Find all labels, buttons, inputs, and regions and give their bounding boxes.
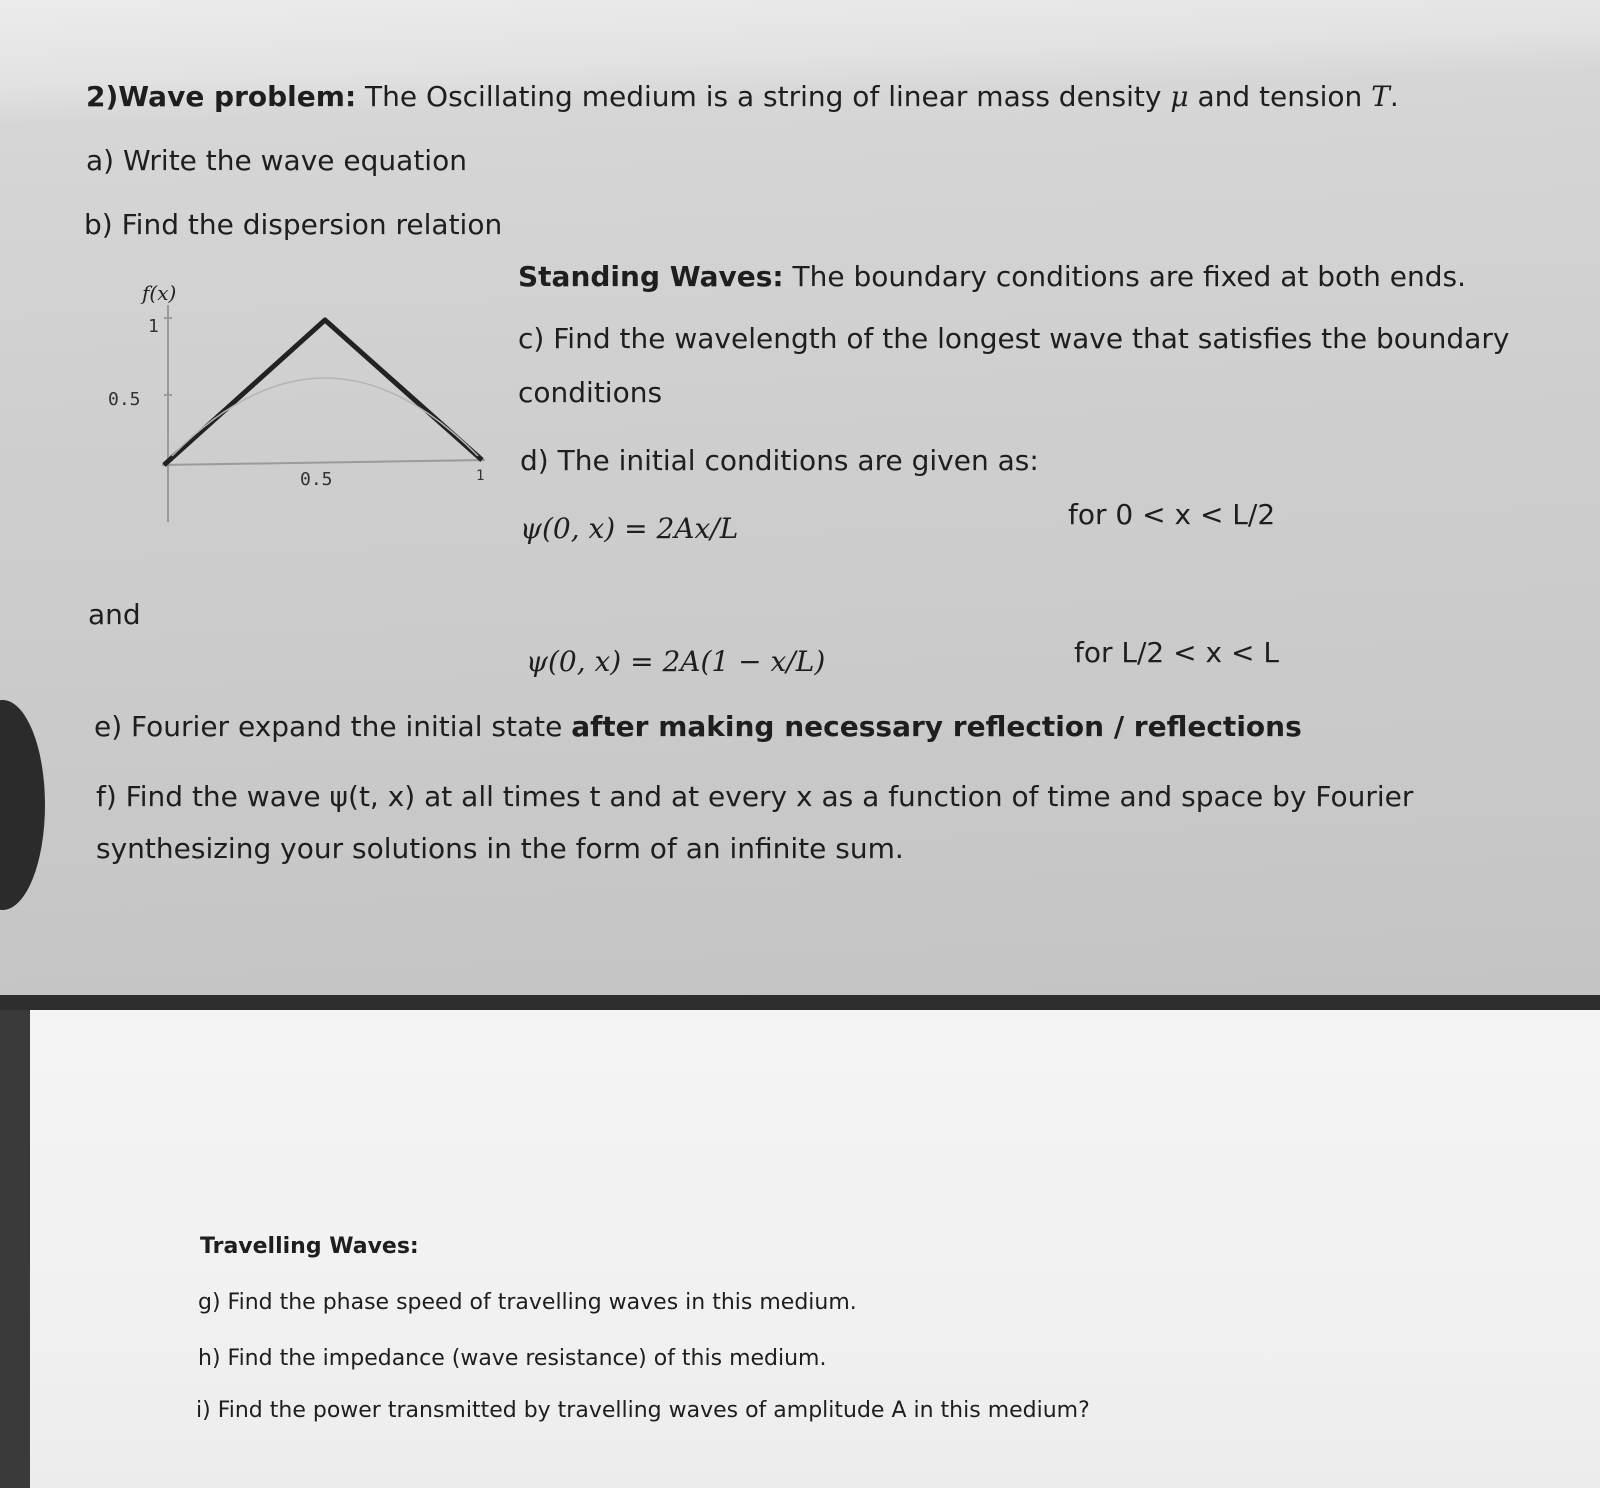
problem-title-bold: Wave problem: bbox=[118, 80, 357, 113]
part-g: g) Find the phase speed of travelling waves in this medium. bbox=[198, 1290, 857, 1315]
plot-ytick-1: 1 bbox=[148, 316, 159, 337]
part-c-line2: conditions bbox=[518, 376, 663, 409]
part-d: d) The initial conditions are given as: bbox=[520, 444, 1039, 477]
standing-waves-text: The boundary conditions are fixed at both ends. bbox=[783, 260, 1467, 293]
tension-symbol: T bbox=[1371, 80, 1390, 113]
x-axis bbox=[162, 460, 485, 465]
mu-symbol: μ bbox=[1170, 80, 1189, 113]
part-a: a) Write the wave equation bbox=[86, 144, 467, 177]
and-text: and bbox=[88, 598, 141, 631]
part-e-bold: after making necessary reflection / reflections bbox=[571, 710, 1302, 743]
triangle-curve bbox=[164, 320, 482, 465]
problem-title-text: The Oscillating medium is a string of linear mass density bbox=[356, 80, 1171, 113]
page-gap bbox=[0, 995, 1600, 1010]
part-f-line1: f) Find the wave ψ(t, x) at all times t and at every x as a function of time and space by Fourier bbox=[96, 780, 1414, 813]
standing-waves-bold: Standing Waves: bbox=[518, 260, 784, 293]
travelling-waves-heading: Travelling Waves: bbox=[200, 1234, 419, 1259]
plot-xtick-05: 0.5 bbox=[300, 469, 333, 490]
plot-xtick-1: 1 bbox=[476, 468, 485, 484]
fourier-approx-curve bbox=[172, 378, 478, 456]
plot-ylabel: f(x) bbox=[142, 281, 177, 305]
part-f-line2: synthesizing your solutions in the form of an infinite sum. bbox=[96, 832, 904, 865]
problem-title bbox=[86, 80, 1399, 113]
part-e bbox=[94, 710, 1302, 743]
plot-ytick-05: 0.5 bbox=[108, 389, 141, 410]
condition-2-range: for L/2 < x < L bbox=[1074, 636, 1279, 669]
part-b: b) Find the dispersion relation bbox=[84, 208, 503, 241]
initial-condition-2: ψ(0, x) = 2A(1 − x/L) bbox=[526, 645, 826, 678]
part-c-line1: c) Find the wavelength of the longest wave that satisfies the boundary bbox=[518, 322, 1510, 355]
problem-title-period: . bbox=[1389, 80, 1399, 113]
part-e-text: e) Fourier expand the initial state bbox=[94, 710, 572, 743]
problem-number: 2) bbox=[86, 80, 119, 113]
initial-condition-1: ψ(0, x) = 2Ax/L bbox=[520, 512, 739, 545]
condition-1-range: for 0 < x < L/2 bbox=[1068, 498, 1276, 531]
triangle-plot bbox=[100, 280, 500, 530]
part-h: h) Find the impedance (wave resistance) of this medium. bbox=[198, 1346, 827, 1371]
part-i: i) Find the power transmitted by travelling waves of amplitude A in this medium? bbox=[196, 1398, 1090, 1423]
problem-title-tension: and tension bbox=[1188, 80, 1372, 113]
standing-waves-heading bbox=[518, 260, 1466, 293]
